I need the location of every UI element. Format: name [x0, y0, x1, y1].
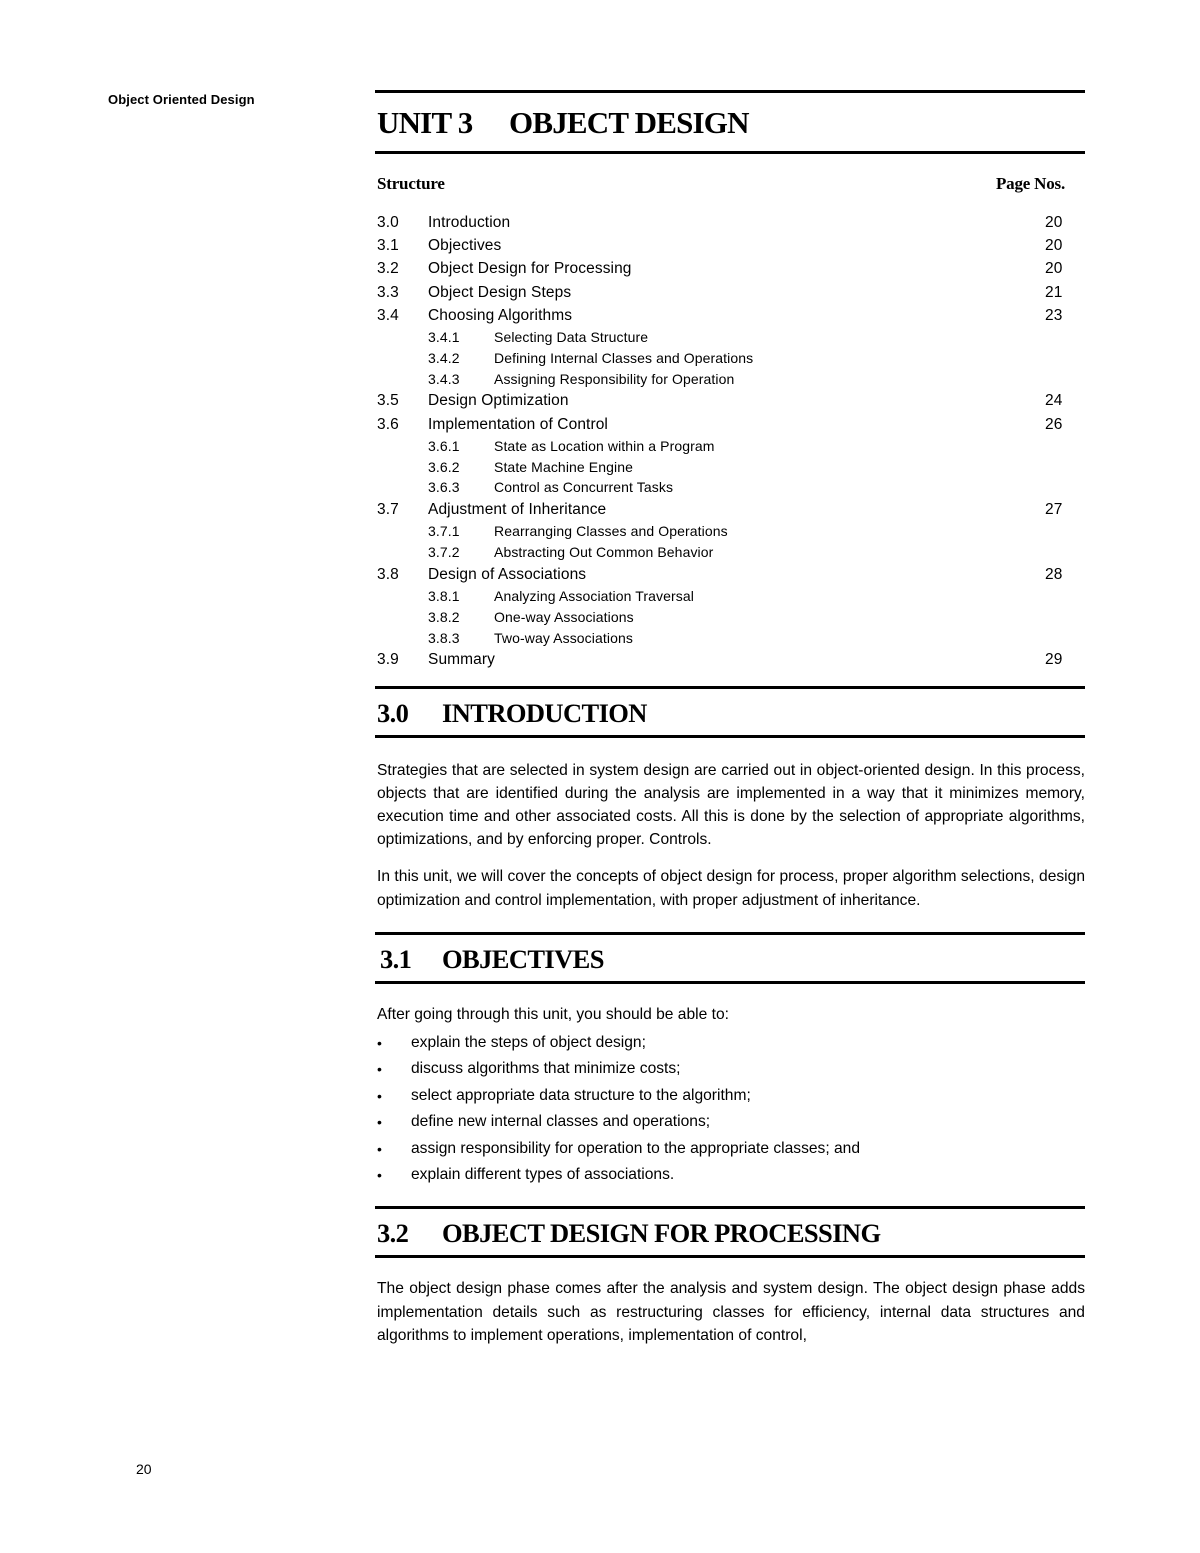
toc-sub-number: 3.8.1: [428, 588, 460, 605]
unit-number: UNIT 3: [377, 105, 473, 140]
toc-sub-number: 3.7.2: [428, 544, 460, 561]
toc-subrow: [375, 542, 1085, 563]
section-heading: OBJECT DESIGN FOR PROCESSING: [442, 1218, 881, 1249]
section-rule: [375, 1255, 1085, 1258]
toc-sub-number: 3.8.2: [428, 608, 460, 625]
toc-row: [375, 281, 1085, 304]
objectives-lead: After going through this unit, you should be able to:: [377, 1005, 729, 1023]
toc-label: Implementation of Control: [428, 415, 608, 433]
list-item-text: select appropriate data structure to the algorithm;: [411, 1086, 751, 1104]
toc-number: 3.6: [377, 415, 399, 433]
toc-row: [375, 648, 1085, 671]
toc-sub-number: 3.8.3: [428, 629, 460, 646]
toc-label: Object Design Steps: [428, 283, 572, 301]
toc-sub-label: Defining Internal Classes and Operations: [494, 349, 754, 366]
toc-subrow: [375, 586, 1085, 607]
toc-label: Design of Associations: [428, 565, 587, 583]
toc-row: [375, 257, 1085, 280]
main-content: [375, 90, 1085, 1347]
toc-page: 20: [1045, 237, 1063, 255]
toc-page: 28: [1045, 565, 1063, 583]
intro-paragraph-1: Strategies that are selected in system design are carried out in object-oriented design. In this process, objects that are identified during the analysis are implemented in a way that it minimizes memory, execution time and other associated costs. All this is done by the selection of appropriate algorithms, optimizations, and by enforcing proper. Controls.: [377, 761, 1085, 849]
structure-label: Structure: [377, 174, 445, 193]
toc-sub-label: State as Location within a Program: [494, 437, 715, 454]
list-item: [375, 1030, 1085, 1056]
toc-page: 23: [1045, 306, 1063, 324]
page-number: 20: [136, 1461, 152, 1477]
toc-subrow: [375, 477, 1085, 498]
toc-sub-number: 3.6.2: [428, 458, 460, 475]
bullet-icon: •: [377, 1087, 382, 1104]
toc-sub-number: 3.4.2: [428, 349, 460, 366]
toc-sub-number: 3.6.1: [428, 437, 460, 454]
structure-header: [375, 174, 1085, 194]
toc-sub-label: Analyzing Association Traversal: [494, 588, 694, 605]
toc-subrow: [375, 327, 1085, 348]
section-number: 3.1: [380, 943, 412, 974]
toc-page: 27: [1045, 501, 1063, 519]
toc-sub-label: Rearranging Classes and Operations: [494, 523, 728, 540]
section-number: 3.2: [377, 1218, 409, 1249]
table-of-contents: [375, 211, 1085, 672]
section-heading: OBJECTIVES: [442, 943, 604, 974]
toc-sub-label: Abstracting Out Common Behavior: [494, 544, 714, 561]
toc-label: Summary: [428, 651, 496, 669]
toc-sub-label: Control as Concurrent Tasks: [494, 479, 674, 496]
toc-sub-label: State Machine Engine: [494, 458, 633, 475]
toc-number: 3.5: [377, 392, 399, 410]
toc-number: 3.7: [377, 501, 399, 519]
toc-number: 3.1: [377, 237, 399, 255]
list-item: [375, 1109, 1085, 1135]
toc-sub-number: 3.6.3: [428, 479, 460, 496]
list-item-text: explain different types of associations.: [411, 1166, 675, 1184]
toc-page: 26: [1045, 415, 1063, 433]
toc-page: 24: [1045, 392, 1063, 410]
toc-number: 3.0: [377, 214, 399, 231]
bullet-icon: •: [377, 1061, 382, 1078]
toc-number: 3.9: [377, 651, 399, 669]
toc-subrow: [375, 348, 1085, 369]
list-item: [375, 1056, 1085, 1082]
list-item: [375, 1136, 1085, 1162]
section-number: 3.0: [377, 697, 409, 728]
list-item-text: assign responsibility for operation to the appropriate classes; and: [411, 1139, 861, 1157]
unit-name: OBJECT DESIGN: [509, 105, 749, 140]
toc-page: 20: [1045, 214, 1063, 231]
toc-subrow: [375, 369, 1085, 390]
toc-label: Adjustment of Inheritance: [428, 501, 607, 519]
section-title-processing: [375, 1209, 1085, 1255]
list-item-text: discuss algorithms that minimize costs;: [411, 1060, 681, 1078]
processing-paragraph-1: The object design phase comes after the analysis and system design. The object design phase adds implementation details such as restructuring classes for efficiency, internal data structures and algorithms to implement operations, implementation of control,: [377, 1280, 1085, 1344]
bullet-icon: •: [377, 1167, 382, 1184]
section-rule: [375, 735, 1085, 738]
toc-sub-number: 3.4.3: [428, 370, 460, 387]
toc-row: [375, 498, 1085, 521]
section-title-objectives: [375, 935, 1085, 981]
toc-sub-label: Assigning Responsibility for Operation: [494, 370, 735, 387]
toc-subrow: [375, 521, 1085, 542]
toc-page: 29: [1045, 651, 1063, 669]
toc-page: 20: [1045, 260, 1063, 278]
toc-sub-label: Two-way Associations: [494, 629, 633, 646]
toc-row: [375, 563, 1085, 586]
toc-number: 3.3: [377, 283, 399, 301]
toc-subrow: [375, 457, 1085, 478]
toc-label: Choosing Algorithms: [428, 306, 573, 324]
toc-label: Design Optimization: [428, 392, 569, 410]
toc-subrow: [375, 436, 1085, 457]
bullet-icon: •: [377, 1140, 382, 1157]
bullet-icon: •: [377, 1114, 382, 1131]
toc-row: [375, 389, 1085, 412]
toc-row: [375, 304, 1085, 327]
list-item-text: define new internal classes and operations;: [411, 1113, 711, 1131]
toc-sub-number: 3.7.1: [428, 523, 460, 540]
toc-number: 3.4: [377, 306, 399, 324]
objectives-list: [375, 1030, 1085, 1188]
toc-subrow: [375, 628, 1085, 649]
toc-row: [375, 413, 1085, 436]
toc-sub-label: Selecting Data Structure: [494, 328, 649, 345]
bullet-icon: •: [377, 1035, 382, 1052]
toc-sub-label: One-way Associations: [494, 608, 634, 625]
intro-paragraph-2: In this unit, we will cover the concepts of object design for process, proper algorithm selections, design optimization and control implementation, with proper adjustment of inheritance.: [377, 868, 1085, 909]
toc-label: Introduction: [428, 214, 511, 231]
toc-row: [375, 211, 1085, 234]
unit-title: [375, 93, 1085, 151]
toc-row: [375, 234, 1085, 257]
section-title-introduction: [375, 689, 1085, 735]
list-item-text: explain the steps of object design;: [411, 1034, 646, 1052]
toc-subrow: [375, 607, 1085, 628]
toc-number: 3.8: [377, 565, 399, 583]
toc-label: Objectives: [428, 237, 502, 255]
toc-number: 3.2: [377, 260, 399, 278]
toc-page: 21: [1045, 283, 1063, 301]
toc-sub-number: 3.4.1: [428, 328, 460, 345]
section-rule: [375, 981, 1085, 984]
list-item: [375, 1083, 1085, 1109]
toc-label: Object Design for Processing: [428, 260, 632, 278]
page-nos-label: Page Nos.: [995, 174, 1065, 193]
running-head: Object Oriented Design: [108, 92, 255, 107]
list-item: [375, 1162, 1085, 1188]
section-heading: INTRODUCTION: [442, 697, 647, 728]
